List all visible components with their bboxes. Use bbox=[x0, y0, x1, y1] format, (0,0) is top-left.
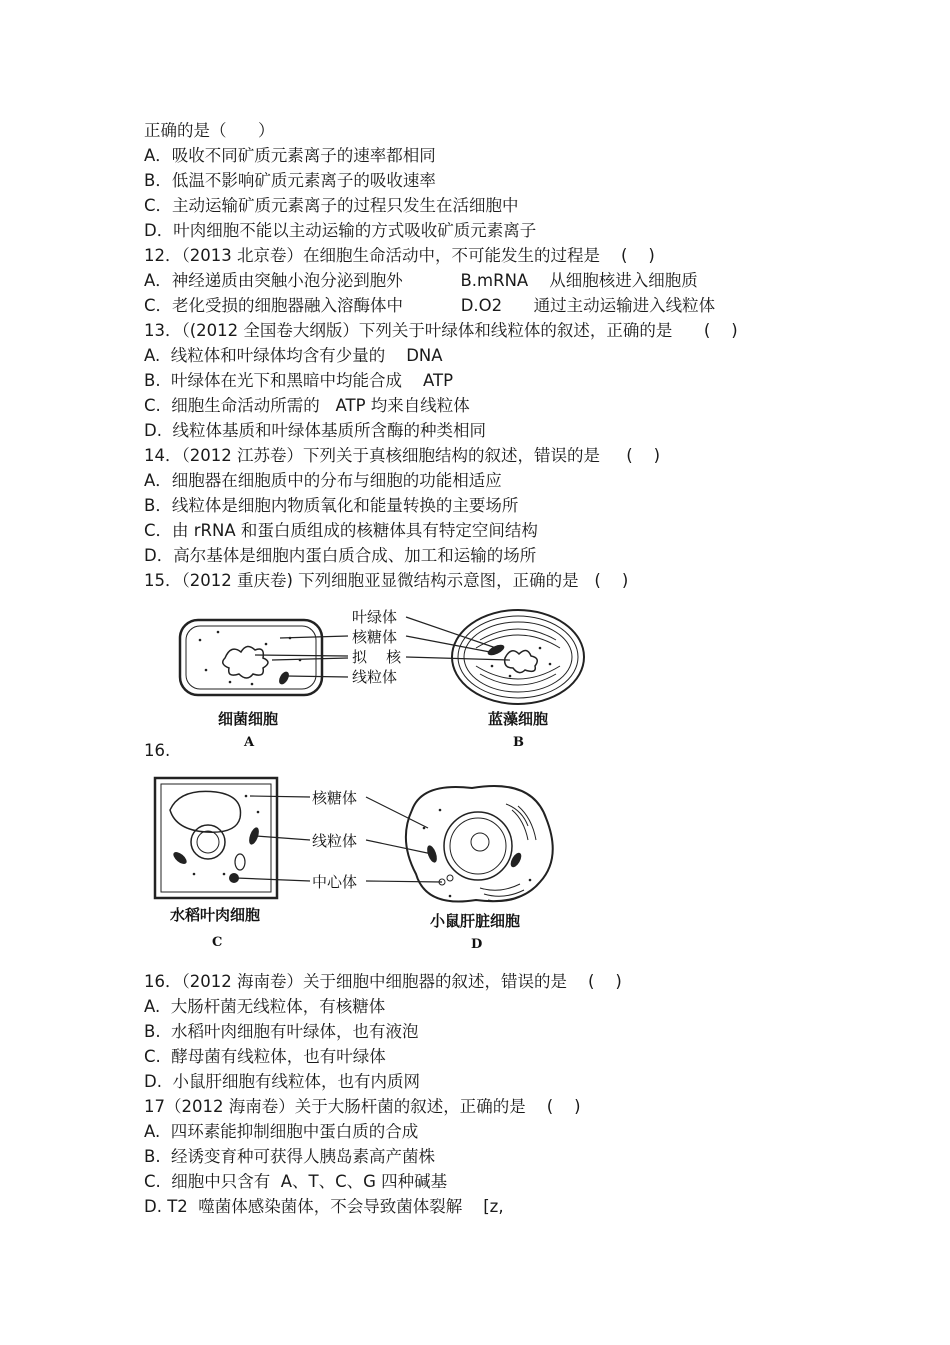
cyanobacterium-cell-diagram bbox=[452, 610, 584, 704]
q13-option-b: B. 叶绿体在光下和黑暗中均能合成 ATP bbox=[144, 371, 454, 390]
question-17: 17（2012 海南卷）关于大肠杆菌的叙述，正确的是 ( ) bbox=[144, 1097, 581, 1116]
question-13: 13．（(2012 全国卷大纲版）下列关于叶绿体和线粒体的叙述，正确的是 ( ) bbox=[144, 321, 738, 340]
q12-options-cd: C．老化受损的细胞器融入溶酶体中 D.O2 通过主动运输进入线粒体 bbox=[144, 296, 716, 315]
label-mitochondrion-2: 线粒体 bbox=[312, 832, 358, 850]
q16-option-c: C. 酵母菌有线粒体，也有叶绿体 bbox=[144, 1047, 386, 1066]
question-14: 14．（2012 江苏卷）下列关于真核细胞结构的叙述，错误的是 ( ) bbox=[144, 446, 661, 465]
q17-option-b: B. 经诱变育种可获得人胰岛素高产菌株 bbox=[144, 1147, 436, 1166]
q13-option-a: A. 线粒体和叶绿体均含有少量的 DNA bbox=[144, 346, 443, 365]
label-centrosome: 中心体 bbox=[312, 873, 358, 891]
question-16-label: 16. bbox=[144, 741, 171, 760]
option-b: B．低温不影响矿质元素离子的吸收速率 bbox=[144, 171, 436, 190]
q17-option-d: D. T2 噬菌体感染菌体，不会导致菌体裂解 [z, bbox=[144, 1197, 504, 1216]
q13-option-c: C. 细胞生命活动所需的 ATP 均来自线粒体 bbox=[144, 396, 470, 415]
option-a: A．吸收不同矿质元素离子的速率都相同 bbox=[144, 146, 436, 165]
q17-option-a: A. 四环素能抑制细胞中蛋白质的合成 bbox=[144, 1122, 419, 1141]
q13-option-d: D. 线粒体基质和叶绿体基质所含酶的种类相同 bbox=[144, 421, 486, 440]
label-ribosome: 核糖体 bbox=[352, 628, 398, 646]
q17-option-c: C. 细胞中只含有 A、T、C、G 四种碱基 bbox=[144, 1172, 448, 1191]
question-16: 16．（2012 海南卷）关于细胞中细胞器的叙述，错误的是 ( ) bbox=[144, 972, 622, 991]
question-stem-continuation: 正确的是（ ） bbox=[144, 121, 275, 140]
caption-letter-d: D bbox=[471, 937, 483, 952]
bacterial-cell-diagram bbox=[180, 620, 322, 695]
q14-option-a: A．细胞器在细胞质中的分布与细胞的功能相适应 bbox=[144, 471, 502, 490]
option-d: D．叶肉细胞不能以主动运输的方式吸收矿质元素离子 bbox=[144, 221, 537, 240]
q12-options-ab: A．神经递质由突触小泡分泌到胞外 B.mRNA 从细胞核进入细胞质 bbox=[144, 271, 698, 290]
q14-option-c: C．由 rRNA 和蛋白质组成的核糖体具有特定空间结构 bbox=[144, 521, 538, 540]
question-15: 15．（2012 重庆卷) 下列细胞亚显微结构示意图，正确的是 ( ) bbox=[144, 571, 629, 590]
option-c: C．主动运输矿质元素离子的过程只发生在活细胞中 bbox=[144, 196, 519, 215]
q16-option-a: A. 大肠杆菌无线粒体，有核糖体 bbox=[144, 997, 386, 1016]
figure-prokaryotic-cells bbox=[170, 600, 590, 752]
caption-letter-c: C bbox=[212, 935, 223, 950]
question-12: 12．（2013 北京卷）在细胞生命活动中，不可能发生的过程是 ( ) bbox=[144, 246, 655, 265]
q16-option-d: D. 小鼠肝细胞有线粒体，也有内质网 bbox=[144, 1072, 420, 1091]
label-chloroplast: 叶绿体 bbox=[352, 608, 398, 626]
caption-rice-leaf-cell: 水稻叶肉细胞 bbox=[170, 906, 261, 924]
q14-option-d: D．高尔基体是细胞内蛋白质合成、加工和运输的场所 bbox=[144, 546, 537, 565]
mouse-liver-cell-diagram bbox=[406, 786, 553, 902]
caption-cyanobacterium: 蓝藻细胞 bbox=[488, 710, 549, 728]
label-ribosome-2: 核糖体 bbox=[312, 789, 358, 807]
figure-eukaryotic-cells bbox=[150, 770, 560, 955]
caption-bacterial-cell: 细菌细胞 bbox=[218, 710, 279, 728]
q16-option-b: B. 水稻叶肉细胞有叶绿体，也有液泡 bbox=[144, 1022, 419, 1041]
caption-letter-a: A bbox=[244, 735, 255, 750]
label-nucleoid: 拟 核 bbox=[352, 648, 402, 666]
q14-option-b: B．线粒体是细胞内物质氧化和能量转换的主要场所 bbox=[144, 496, 519, 515]
caption-letter-b: B bbox=[513, 735, 524, 750]
label-mitochondrion: 线粒体 bbox=[352, 668, 398, 686]
caption-mouse-liver-cell: 小鼠肝脏细胞 bbox=[430, 912, 521, 930]
